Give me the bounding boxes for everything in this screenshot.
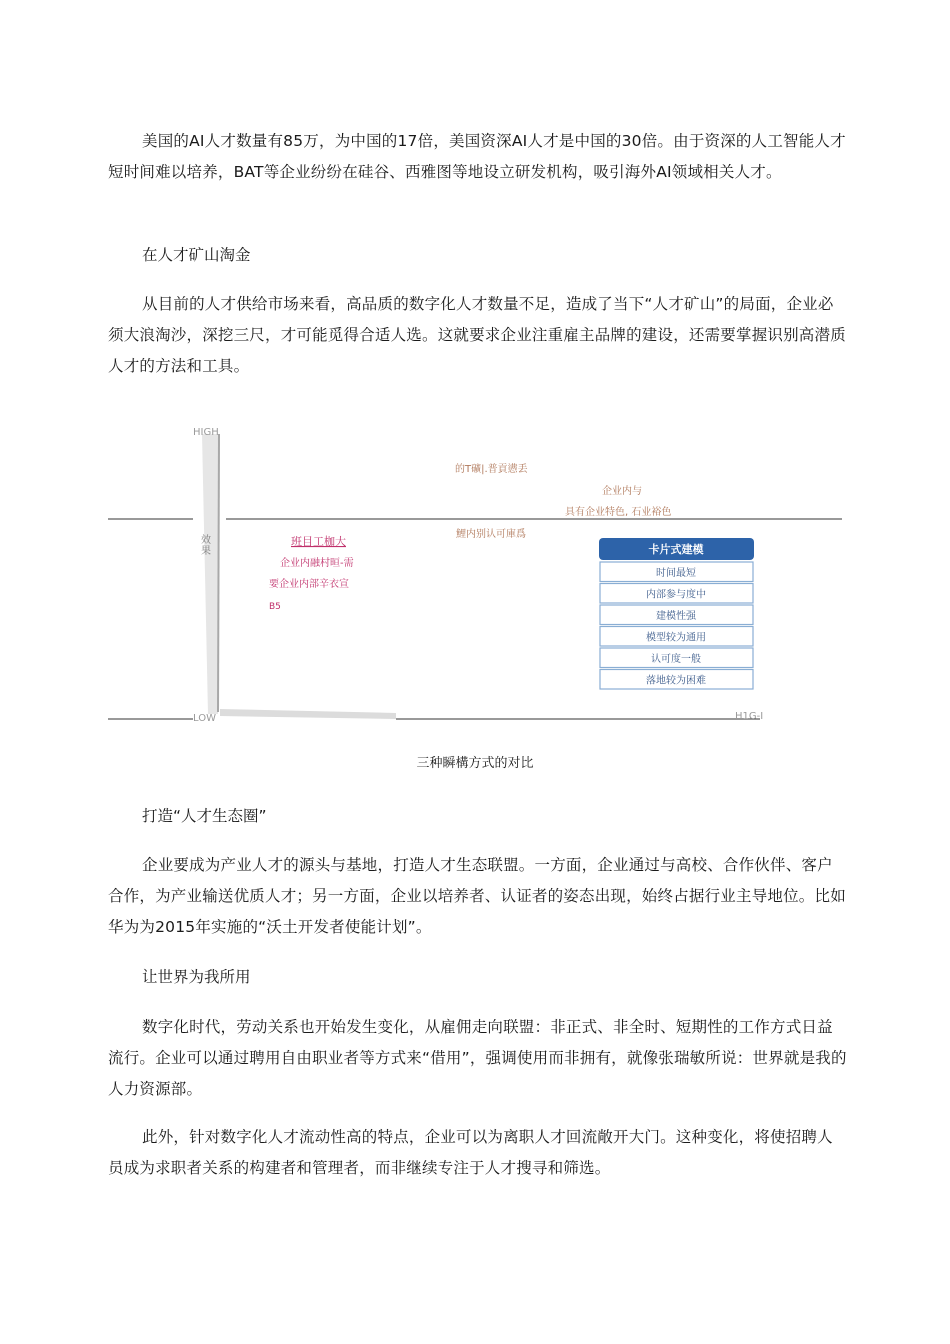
section-heading-ecosystem: 打造“人才生态圈”: [142, 807, 267, 825]
paragraph-talent-mine: 从目前的人才供给市场来看，高品质的数字化人才数量不足，造成了当下“人才矿山”的局面，企业必须大浪淘沙，深挖三尺，才可能觅得合适人选。这就要求企业注重雇主品牌的建设，还需要掌握识别高潜质人才的方法和工具。: [108, 295, 846, 375]
paragraph-alumni: 此外，针对数字化人才流动性高的特点，企业可以为离职人才回流敞开大门。这种变化，将使招聘人员成为求职者关系的构建者和管理者，而非继续专注于人才搜寻和筛选。: [108, 1128, 833, 1177]
left-label-4: B5: [269, 602, 281, 612]
top-right-label-1: 企业内与: [602, 486, 642, 497]
card-row-label: 模型较为通用: [646, 632, 706, 644]
axis-y-label-bottom: 果: [201, 546, 211, 557]
top-right-label-2: 具有企业特色, 石业裕色: [565, 507, 672, 518]
section-heading-talent-mine: 在人才矿山淘金: [142, 246, 251, 264]
axis-high-right-label: H1G-I: [735, 711, 764, 722]
card-rows: [600, 562, 753, 689]
top-center-label: 的T礦|.普貢懑丢: [455, 464, 528, 475]
axis-high-label: HIGH: [193, 427, 219, 438]
figure-caption: 三种瞬構方式的对比: [416, 756, 534, 771]
card-model-box: [599, 538, 754, 689]
comparison-diagram: [108, 416, 848, 728]
y-axis-line: [218, 434, 219, 712]
left-label-1: 班目工枷大: [291, 535, 346, 548]
left-label-3: 要企业内部辛衣宣: [269, 579, 349, 590]
mid-center-label: 鯉内别认可庫爲: [456, 529, 526, 540]
paragraph-ecosystem: 企业要成为产业人才的源头与基地，打造人才生态联盟。一方面，企业通过与高校、合作伙伴、客户合作，为产业输送优质人才；另一方面，企业以培养者、认证者的姿态出现，始终占据行业主导地位。比如华为为2015年实施的“沃土开发者使能计划”。: [108, 856, 846, 936]
card-row-label: 认可度一般: [651, 654, 701, 665]
x-axis-shadow: [220, 709, 396, 719]
comparison-figure: [108, 416, 848, 728]
card-title: 卡片式建模: [648, 543, 704, 556]
card-row-label: 内部参与度中: [646, 589, 706, 601]
card-row-label: 落地较为困难: [646, 675, 706, 687]
axis-low-label: LOW: [193, 713, 216, 724]
section-heading-world: 让世界为我所用: [142, 968, 251, 986]
left-label-2: 企业内融村晅-需: [280, 558, 354, 569]
paragraph-ai-talent-stats: 美国的AI人才数量有85万，为中国的17倍，美国资深AI人才是中国的30倍。由于资深的人工智能人才短时间难以培养，BAT等企业纷纷在硅谷、西雅图等地设立研发机构，吸引海外AI领域相关人才。: [108, 132, 846, 181]
card-row-label: 时间最短: [656, 568, 696, 579]
axis-y-label-top: 效: [201, 535, 211, 546]
paragraph-world: 数字化时代，劳动关系也开始发生变化，从雇佣走向联盟：非正式、非全时、短期性的工作方式日益流行。企业可以通过聘用自由职业者等方式来“借用”，强调使用而非拥有，就像张瑞敏所说：世界就是我的人力资源部。: [108, 1018, 847, 1098]
card-row-label: 建模性强: [656, 611, 696, 622]
